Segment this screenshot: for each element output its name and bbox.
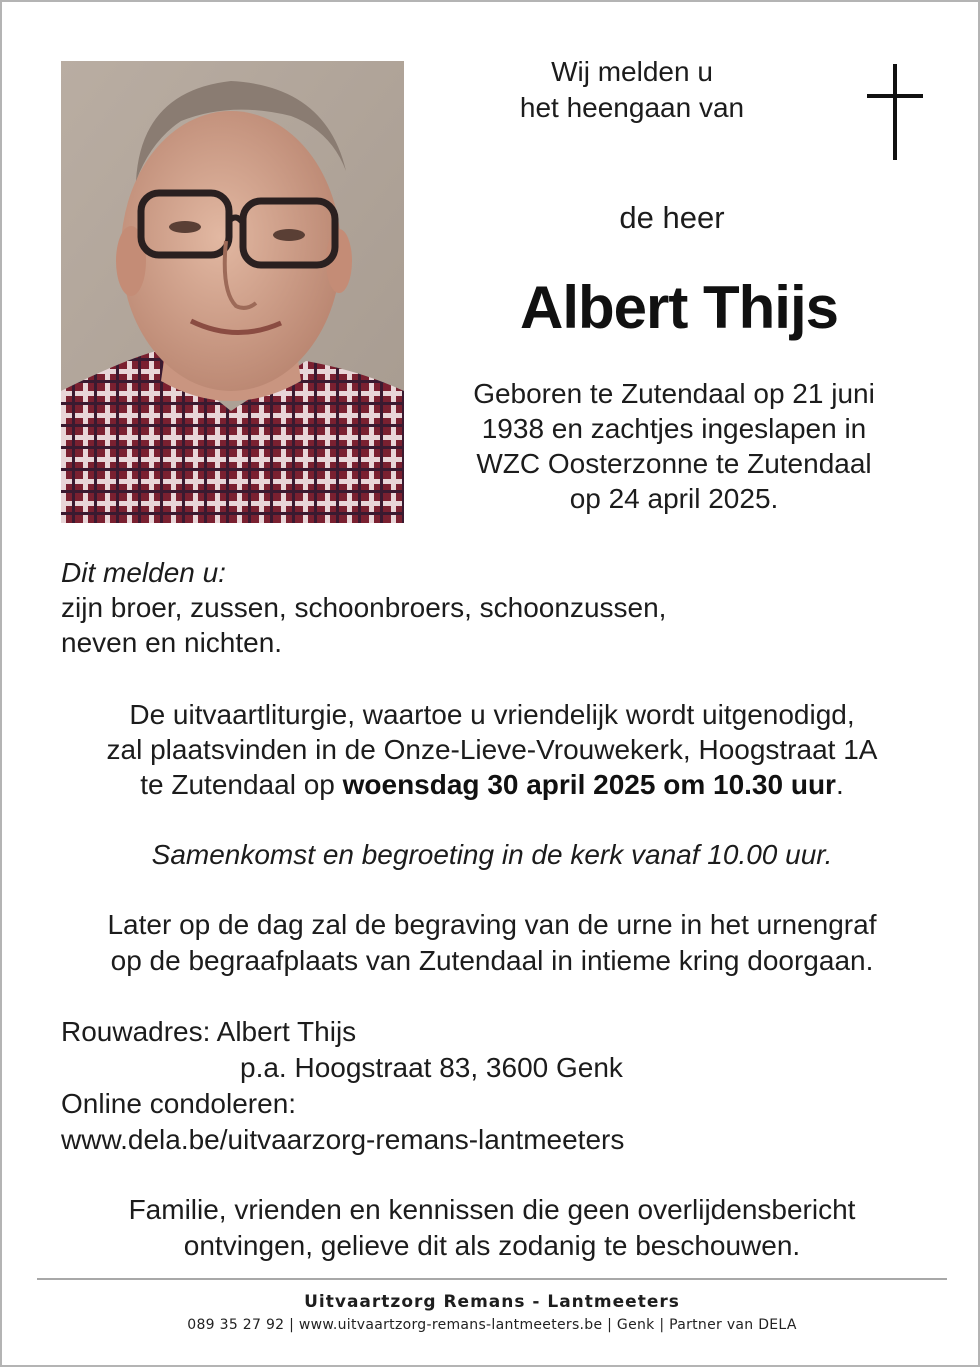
footer-divider <box>37 1278 947 1280</box>
funeral-home-name: Uitvaartzorg Remans - Lantmeeters <box>304 1292 680 1312</box>
burial-line: op de begraafplaats van Zutendaal in intieme kring doorgaan. <box>110 945 874 976</box>
condolence-link[interactable]: www.dela.be/uitvaarzorg-remans-lantmeeters <box>61 1124 625 1155</box>
contact-section <box>61 1014 941 1158</box>
deceased-name: Albert Thijs <box>519 274 839 341</box>
mourners-line: neven en nichten. <box>61 627 283 658</box>
address-line: p.a. Hoogstraat 83, 3600 Genk <box>240 1052 623 1083</box>
portrait-photo <box>61 61 404 523</box>
intro-text <box>462 54 802 126</box>
funeral-home-info: 089 35 27 92 | www.uitvaartzorg-remans-lantmeeters.be | Genk | Partner van DELA <box>187 1317 797 1333</box>
birth-line: WZC Oosterzonne te Zutendaal <box>476 448 872 479</box>
liturgy-date-time: woensdag 30 april 2025 om 10.30 uur <box>342 769 836 800</box>
mourners-section <box>61 555 941 660</box>
burial-section <box>32 907 952 979</box>
burial-line: Later op de dag zal de begraving van de urne in het urnengraf <box>107 909 877 940</box>
closing-line: Familie, vrienden en kennissen die geen overlijdensbericht <box>128 1194 856 1225</box>
condolence-label: Online condoleren: <box>61 1088 297 1119</box>
address-label: Rouwadres: Albert Thijs <box>61 1016 357 1047</box>
closing-note <box>32 1192 952 1264</box>
birth-line: 1938 en zachtjes ingeslapen in <box>481 413 867 444</box>
liturgy-line: zal plaatsvinden in de Onze-Lieve-Vrouwekerk, Hoogstraat 1A <box>106 734 878 765</box>
liturgy-section <box>32 697 952 802</box>
closing-line: ontvingen, gelieve dit als zodanig te beschouwen. <box>183 1230 801 1261</box>
birth-line: op 24 april 2025. <box>569 483 779 514</box>
liturgy-prefix: te Zutendaal op <box>140 769 343 800</box>
gathering-note: Samenkomst en begroeting in de kerk vanaf 10.00 uur. <box>151 839 833 870</box>
intro-line: Wij melden u <box>551 56 713 87</box>
liturgy-suffix: . <box>835 769 844 800</box>
mourners-heading: Dit melden u: <box>61 557 226 588</box>
birth-death-info <box>432 376 916 516</box>
cross-icon <box>867 64 923 160</box>
liturgy-line <box>32 767 952 802</box>
mourners-line: zijn broer, zussen, schoonbroers, schoonzussen, <box>61 592 667 623</box>
liturgy-line: De uitvaartliturgie, waartoe u vriendelijk wordt uitgenodigd, <box>129 699 855 730</box>
intro-line: het heengaan van <box>519 92 745 123</box>
title-prefix: de heer <box>619 200 725 235</box>
birth-line: Geboren te Zutendaal op 21 juni <box>473 378 875 409</box>
